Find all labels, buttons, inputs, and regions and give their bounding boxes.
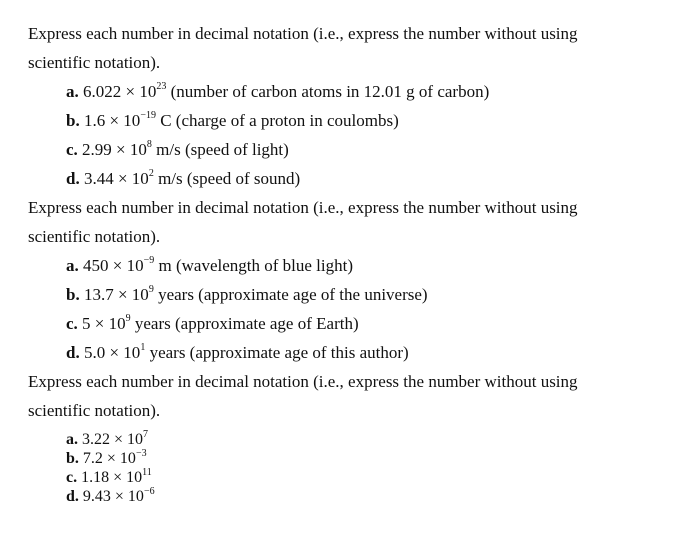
section-3-item-c	[66, 468, 152, 488]
item-exponent: 9	[125, 313, 131, 325]
item-mantissa: 5 × 10	[82, 314, 126, 333]
item-exponent: 9	[148, 284, 154, 296]
section-2-item-c	[66, 314, 359, 334]
item-description: C (charge of a proton in coulombs)	[155, 111, 399, 130]
item-label: c.	[66, 140, 78, 159]
section-2-item-b	[66, 285, 428, 305]
item-description: (number of carbon atoms in 12.01 g of carbon)	[166, 82, 490, 101]
section-3-item-b	[66, 449, 147, 469]
item-label: d.	[66, 488, 79, 505]
item-label: c.	[66, 469, 78, 486]
item-label: b.	[66, 111, 80, 130]
item-exponent: −6	[143, 485, 155, 497]
section-1-item-d	[66, 169, 300, 189]
item-label: d.	[66, 169, 80, 188]
item-mantissa: 450 × 10	[83, 256, 144, 275]
item-exponent: 2	[148, 168, 154, 180]
item-label: a.	[66, 256, 79, 275]
item-mantissa: 1.18 × 10	[81, 469, 143, 486]
item-mantissa: 3.44 × 10	[83, 169, 149, 188]
section-2-item-a	[66, 256, 353, 276]
item-exponent: 23	[156, 81, 167, 93]
item-mantissa: 6.022 × 10	[83, 82, 157, 101]
section-3-prompt-line-2: scientific notation).	[28, 401, 161, 420]
section-1-prompt-line-1: Express each number in decimal notation (i.e., express the number without using	[28, 24, 578, 43]
section-2-prompt-line-1: Express each number in decimal notation (i.e., express the number without using	[28, 198, 578, 217]
section-3-item-a	[66, 430, 148, 450]
item-description: m/s (speed of light)	[151, 140, 289, 159]
item-label: d.	[66, 343, 80, 362]
section-3-item-d	[66, 487, 155, 507]
item-exponent: 11	[142, 466, 152, 478]
item-exponent: 8	[146, 139, 152, 151]
item-label: a.	[66, 431, 78, 448]
item-exponent: −19	[140, 110, 156, 122]
item-label: b.	[66, 450, 79, 467]
section-1-prompt-line-2: scientific notation).	[28, 53, 161, 72]
item-description: years (approximate age of this author)	[145, 343, 409, 362]
item-label: a.	[66, 82, 79, 101]
item-label: c.	[66, 314, 78, 333]
section-1-item-b	[66, 111, 399, 131]
item-mantissa: 9.43 × 10	[82, 488, 144, 505]
item-exponent: −9	[143, 255, 155, 267]
item-description: m/s (speed of sound)	[153, 169, 301, 188]
section-1-item-c	[66, 140, 289, 160]
item-mantissa: 2.99 × 10	[82, 140, 147, 159]
section-2-item-d	[66, 343, 409, 363]
item-exponent: 1	[140, 342, 146, 354]
item-exponent: 7	[143, 428, 149, 440]
item-mantissa: 7.2 × 10	[82, 450, 136, 467]
section-2-prompt-line-2: scientific notation).	[28, 227, 161, 246]
item-description: years (approximate age of Earth)	[130, 314, 359, 333]
item-description: m (wavelength of blue light)	[154, 256, 353, 275]
item-exponent: −3	[135, 447, 147, 459]
section-1-item-a	[66, 82, 489, 102]
item-description: years (approximate age of the universe)	[153, 285, 428, 304]
item-mantissa: 5.0 × 10	[83, 343, 141, 362]
item-mantissa: 13.7 × 10	[83, 285, 149, 304]
section-3-prompt-line-1: Express each number in decimal notation (i.e., express the number without using	[28, 372, 578, 391]
item-mantissa: 1.6 × 10	[83, 111, 141, 130]
item-label: b.	[66, 285, 80, 304]
item-mantissa: 3.22 × 10	[82, 431, 144, 448]
